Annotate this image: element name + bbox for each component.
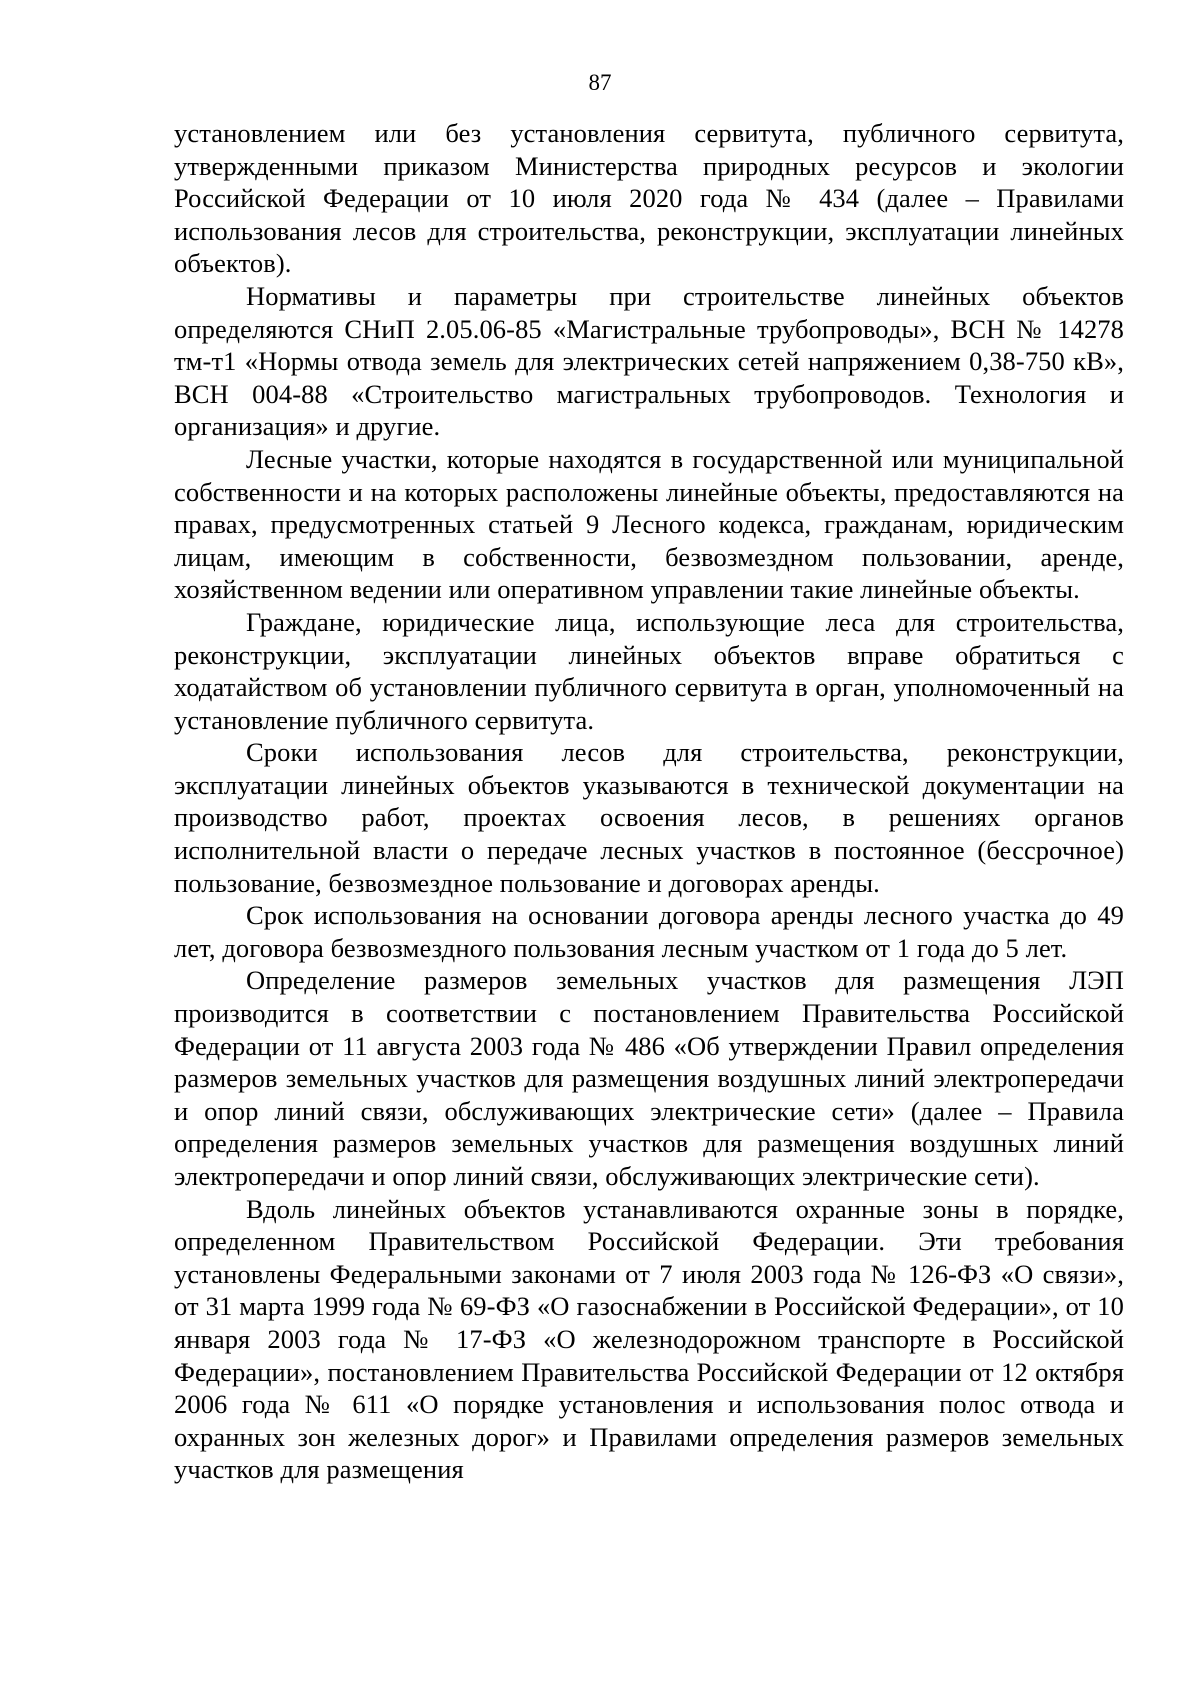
paragraph: Нормативы и параметры при строительстве линейных объектов определяются СНиП 2.05.06-85 «Магистральные трубопроводы», ВСН № 14278 тм-т1 «Нормы отвода земель для электрических сетей напряжением 0,38-750 кВ», ВСН 004-88 «Строительство магистральных трубопроводов. Технология и организация» и другие. bbox=[174, 280, 1124, 442]
paragraph: Лесные участки, которые находятся в государственной или муниципальной собственности и на которых расположены линейные объекты, предоставляются на правах, предусмотренных статьей 9 Лесного кодекса, гражданам, юридическим лицам, имеющим в собственности, безвозмездном пользовании, аренде, хозяйственном ведении или оперативном управлении такие линейные объекты. bbox=[174, 443, 1124, 605]
document-body bbox=[174, 117, 1124, 1486]
paragraph: Граждане, юридические лица, использующие леса для строительства, реконструкции, эксплуатации линейных объектов вправе обратиться с ходатайством об установлении публичного сервитута в орган, уполномоченный на установление публичного сервитута. bbox=[174, 606, 1124, 735]
paragraph: Сроки использования лесов для строительства, реконструкции, эксплуатации линейных объектов указываются в технической документации на производство работ, проектах освоения лесов, в решениях органов исполнительной власти о передаче лесных участков в постоянное (бессрочное) пользование, безвозмездное пользование и договорах аренды. bbox=[174, 737, 1124, 898]
paragraph-continuation: установлением или без установления сервитута, публичного сервитута, утвержденными приказом Министерства природных ресурсов и экологии Российской Федерации от 10 июля 2020 года № 434 (далее – Правилами использования лесов для строительства, реконструкции, эксплуатации линейных объектов). bbox=[174, 118, 1124, 279]
paragraph: Определение размеров земельных участков для размещения ЛЭП производится в соответствии с постановлением Правительства Российской Федерации от 11 августа 2003 года № 486 «Об утверждении Правил определения размеров земельных участков для размещения воздушных линий электропередачи и опор линий связи, обслуживающих электрические сети» (далее – Правила определения размеров земельных участков для размещения воздушных линий электропередачи и опор линий связи, обслуживающих электрические сети). bbox=[174, 965, 1124, 1191]
paragraph: Срок использования на основании договора аренды лесного участка до 49 лет, договора безвозмездного пользования лесным участком от 1 года до 5 лет. bbox=[174, 900, 1124, 963]
paragraph: Вдоль линейных объектов устанавливаются охранные зоны в порядке, определенном Правительством Российской Федерации. Эти требования установлены Федеральными законами от 7 июля 2003 года № 126-ФЗ «О связи», от 31 марта 1999 года № 69-ФЗ «О газоснабжении в Российской Федерации», от 10 января 2003 года № 17-ФЗ «О железнодорожном транспорте в Российской Федерации», постановлением Правительства Российской Федерации от 12 октября 2006 года № 611 «О порядке установления и использования полос отвода и охранных зон железных дорог» и Правилами определения размеров земельных участков для размещения bbox=[174, 1193, 1124, 1485]
page-number: 87 bbox=[588, 70, 612, 95]
